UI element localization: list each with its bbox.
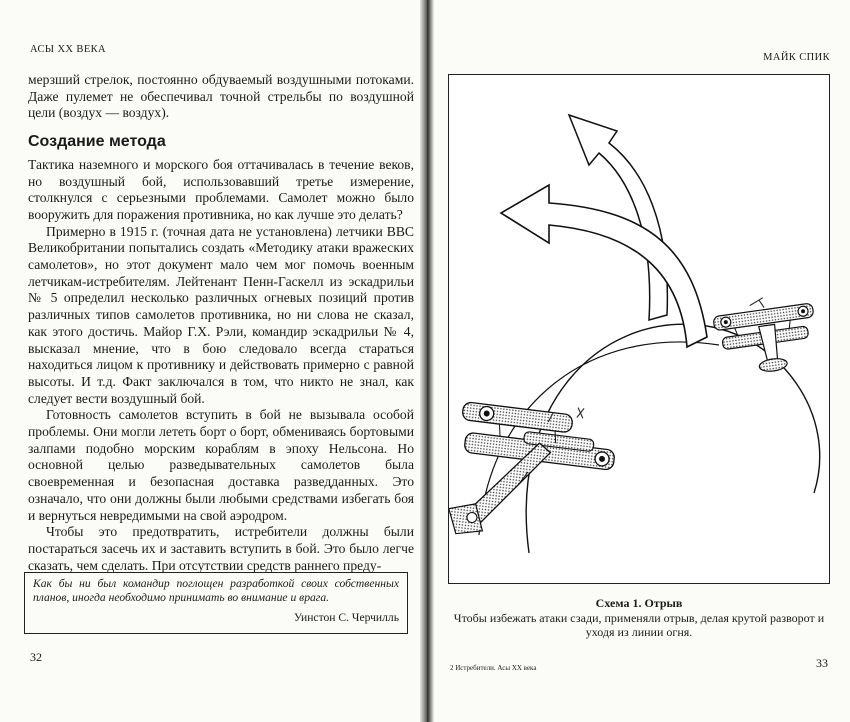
quote-text: Как бы ни был командир поглощен разработкой своих собственных планов, иногда необходимо принимать во внимание и врага. [33, 577, 399, 604]
intro-paragraph: мерзший стрелок, постоянно обдуваемый воздушными потоками. Даже пулемет не обеспечивал точной стрельбы по воздушной цели (воздух — воздух). [28, 72, 414, 121]
body-paragraph: Чтобы это предотвратить, истребители должны были постараться засечь их и заставить вступить в бой. Это было легче сказать, чем сделать. При отсутствии средств раннего преду- [28, 524, 414, 573]
section-heading: Создание метода [28, 133, 166, 151]
page-number-right: 33 [816, 656, 828, 670]
body-paragraph: Примерно в 1915 г. (точная дата не установлена) летчики ВВС Великобритании попытались создать «Методику атаки вражеских самолетов», но этот документ мало чем мог помочь военным летчикам-истребителям. Лейтенант Пенн-Гаскелл из эскадрильи № 5 определил несколько различных огневых позиций против различных типов самолетов противника, но ни слова не сказал, как этого достичь. Майор Г.Х. Рэли, командир эскадрильи № 4, высказал мнение, что в бою следовало всегда стараться находиться лицом к противнику и действовать примерно с равной высоты. И т.д. Факт заключался в том, что никто не знал, как следует вести воздушный бой. [28, 223, 414, 406]
fighter-biplane-icon [449, 393, 620, 551]
page-number-left: 32 [30, 650, 42, 664]
turn-arrow-front-icon [501, 185, 707, 347]
diagram-figure [448, 74, 830, 584]
enemy-biplane-icon [711, 291, 820, 378]
footer-note: 2 Истребители. Асы XX века [450, 664, 537, 672]
break-maneuver-diagram [449, 75, 828, 582]
figure-title: Схема 1. Отрыв [595, 596, 683, 610]
quote-author: Уинстон С. Черчилль [293, 611, 399, 624]
quote-box [24, 572, 408, 634]
running-head-left: АСЫ XX ВЕКА [30, 44, 107, 55]
running-head-right: МАЙК СПИК [763, 52, 830, 63]
figure-caption [448, 596, 830, 640]
left-text-column [28, 72, 414, 574]
body-paragraph: Готовность самолетов вступить в бой не вызывала особой проблемы. Они могли лететь борт о борт, обмениваясь бортовыми залпами подобно морским кораблям в эпоху Нельсона. Но основной целью разведывательных самолетов была своевременная и безопасная доставка разведданных. Это означало, что они должны были любыми средствами избегать боя и вернуться невредимыми на свой аэродром. [28, 407, 414, 523]
figure-caption-text: Чтобы избежать атаки сзади, применяли отрыв, делая крутой разворот и уходя из линии огня. [453, 610, 825, 639]
body-paragraph: Тактика наземного и морского боя оттачивалась в течение веков, но воздушный бой, использовавший третье измерение, столкнулся с серьезными проблемами. Самолет можно было вооружить для поражения противника, но как лучше это делать? [28, 156, 414, 222]
